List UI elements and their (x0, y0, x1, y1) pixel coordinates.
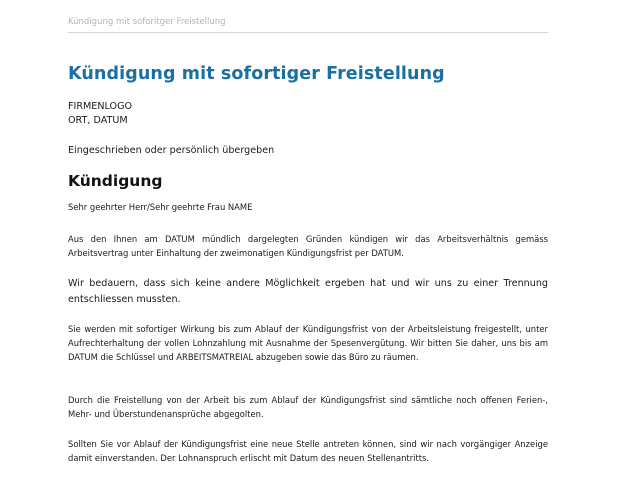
place-date: ORT, DATUM (68, 115, 128, 126)
sender-block (68, 100, 132, 128)
paragraph-notice: Aus den Ihnen am DATUM mündlich dargelegten Gründen kündigen wir das Arbeitsverhältnis gemäss Arbeitsvertrag unter Einhaltung der zweimonatigen Kündigungsfrist per DATUM. (68, 234, 548, 258)
letter-subject: Kündigung (68, 172, 163, 190)
salutation: Sehr geehrter Herr/Sehr geehrte Frau NAME (68, 202, 253, 212)
paragraph-regret: Wir bedauern, dass sich keine andere Möglichkeit ergeben hat und wir uns zu einer Trennung entschliessen mussten. (68, 278, 548, 305)
document-title: Kündigung mit sofortiger Freistellung (68, 64, 445, 84)
paragraph-garden-leave: Sie werden mit sofortiger Wirkung bis zum Ablauf der Kündigungsfrist von der Arbeitsleistung freigestellt, unter Aufrechterhaltung der vollen Lohnzahlung mit Ausnahme der Spesenvergütung. Wir bitten Sie daher, uns bis am DATUM die Schlüssel und ARBEITSMATREIAL abzugeben sowie das Büro zu räumen. (68, 324, 548, 362)
running-header: Kündigung mit soforitger Freistellung (68, 17, 548, 33)
delivery-note: Eingeschrieben oder persönlich übergeben (68, 145, 275, 156)
paragraph-new-position: Sollten Sie vor Ablauf der Kündigungsfrist eine neue Stelle antreten können, sind wir nach vorgängiger Anzeige damit einverstanden. Der Lohnanspruch erlischt mit Datum des neuen Stellenantritts. (68, 439, 548, 463)
paragraph-holiday-compensation: Durch die Freistellung von der Arbeit bis zum Ablauf der Kündigungsfrist sind sämtliche noch offenen Ferien-, Mehr- und Überstundenansprüche abgegolten. (68, 395, 548, 419)
company-logo-placeholder: FIRMENLOGO (68, 101, 133, 112)
